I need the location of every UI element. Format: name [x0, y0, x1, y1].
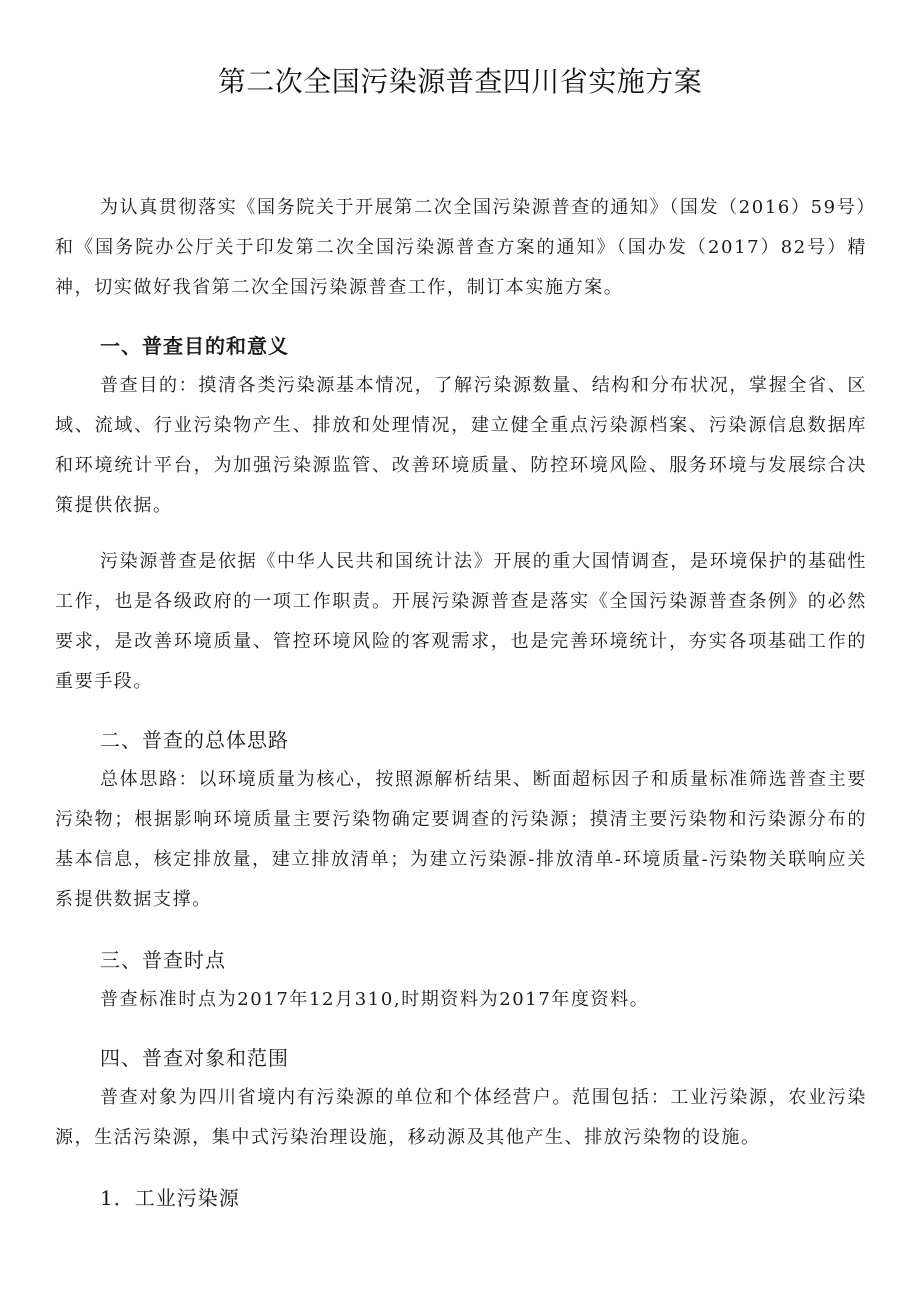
subsection-heading: 1．工业污染源	[100, 1186, 240, 1210]
section-paragraph: 普查标准时点为2017年12月310,时期资料为2017年度资料。	[100, 989, 650, 1010]
section-heading: 二、普查的总体思路	[100, 728, 289, 752]
intro-paragraph: 为认真贯彻落实《国务院关于开展第二次全国污染源普查的通知》（国发（2016）59号）和《国务院办公厅关于印发第二次全国污染源普查方案的通知》（国办发（2017）82号）精神，切实做好我省第二次全国污染源普查工作，制订本实施方案。	[55, 197, 867, 298]
section-2	[55, 720, 867, 920]
intro-block	[55, 188, 867, 308]
section-paragraph: 普查对象为四川省境内有污染源的单位和个体经营户。范围包括：工业污染源，农业污染源，生活污染源，集中式污染治理设施，移动源及其他产生、排放污染物的设施。	[55, 1087, 867, 1148]
section-paragraph: 污染源普查是依据《中华人民共和国统计法》开展的重大国情调查，是环境保护的基础性工作，也是各级政府的一项工作职责。开展污染源普查是落实《全国污染源普查条例》的必然要求，是改善环境质量、管控环境风险的客观需求，也是完善环境统计，夯实各项基础工作的重要手段。	[55, 551, 867, 692]
section-heading: 三、普查时点	[100, 948, 226, 972]
section-paragraph: 普查目的：摸清各类污染源基本情况，了解污染源数量、结构和分布状况，掌握全省、区域、流域、行业污染物产生、排放和处理情况，建立健全重点污染源档案、污染源信息数据库和环境统计平台，为加强污染源监管、改善环境质量、防控环境风险、服务环境与发展综合决策提供依据。	[55, 375, 867, 516]
section-1	[55, 326, 867, 526]
section-heading: 四、普查对象和范围	[100, 1046, 289, 1070]
section-heading: 一、普查目的和意义	[100, 334, 289, 358]
section-3	[55, 940, 867, 1020]
section-1-paragraph-2	[55, 542, 867, 702]
section-4	[55, 1038, 867, 1158]
document-title: 第二次全国污染源普查四川省实施方案	[217, 65, 703, 98]
section-paragraph: 总体思路：以环境质量为核心，按照源解析结果、断面超标因子和质量标准筛选普查主要污染物；根据影响环境质量主要污染物确定要调查的污染源；摸清主要污染物和污染源分布的基本信息，核定排放量，建立排放清单；为建立污染源-排放清单-环境质量-污染物关联响应关系提供数据支撑。	[55, 769, 867, 910]
subsection-industrial	[55, 1178, 867, 1218]
